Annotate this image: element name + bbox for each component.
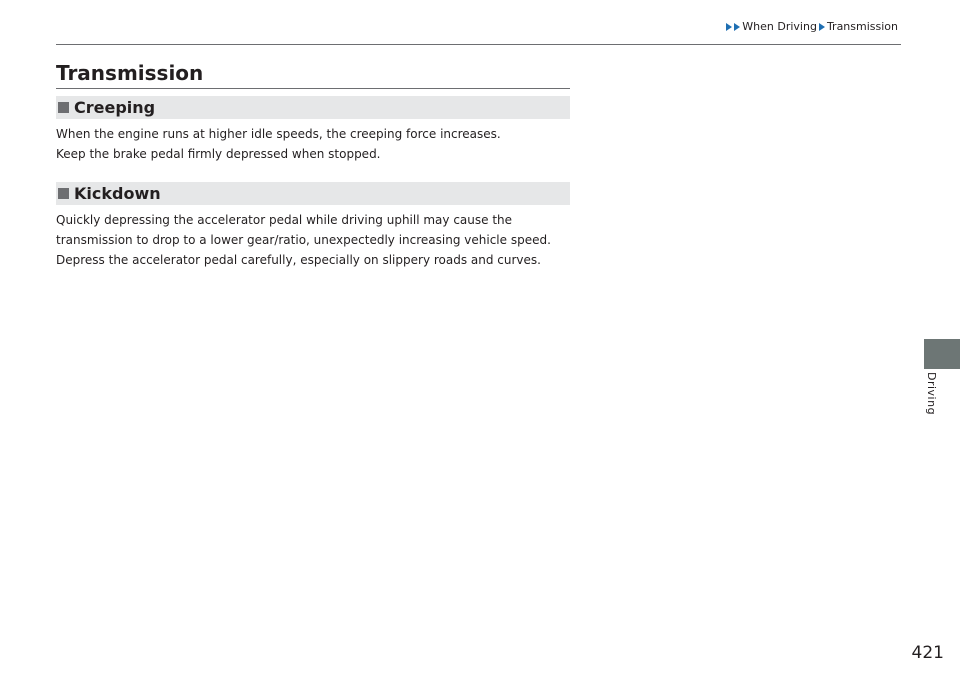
chapter-label: Driving: [925, 372, 938, 416]
section-body-kickdown: [56, 210, 570, 270]
breadcrumb-arrow-icon: [726, 23, 732, 31]
page-title: Transmission: [56, 61, 204, 85]
breadcrumb-item-transmission[interactable]: Transmission: [826, 20, 898, 33]
section-header-creeping: [56, 96, 570, 119]
section-body-creeping: [56, 124, 570, 164]
header-divider: [56, 44, 901, 45]
section-heading: Creeping: [74, 98, 156, 117]
chapter-label-wrap: [922, 372, 942, 422]
breadcrumb-arrow-icon: [734, 23, 740, 31]
body-line: When the engine runs at higher idle speeds, the creeping force increases.: [56, 127, 501, 141]
body-line: Depress the accelerator pedal carefully, especially on slippery roads and curves.: [56, 253, 541, 267]
section-header-kickdown: [56, 182, 570, 205]
page-number: 421: [911, 643, 944, 663]
section-square-icon: [58, 188, 69, 199]
body-line: transmission to drop to a lower gear/ratio, unexpectedly increasing vehicle speed.: [56, 233, 551, 247]
title-divider: [56, 88, 570, 89]
breadcrumb-item-when-driving[interactable]: When Driving: [742, 20, 817, 33]
body-line: Quickly depressing the accelerator pedal while driving uphill may cause the: [56, 213, 513, 227]
breadcrumb-arrow-icon: [819, 23, 825, 31]
breadcrumb: [726, 20, 900, 33]
section-heading: Kickdown: [74, 184, 161, 203]
section-square-icon: [58, 102, 69, 113]
chapter-tab[interactable]: [924, 339, 960, 369]
body-line: Keep the brake pedal firmly depressed when stopped.: [56, 147, 381, 161]
